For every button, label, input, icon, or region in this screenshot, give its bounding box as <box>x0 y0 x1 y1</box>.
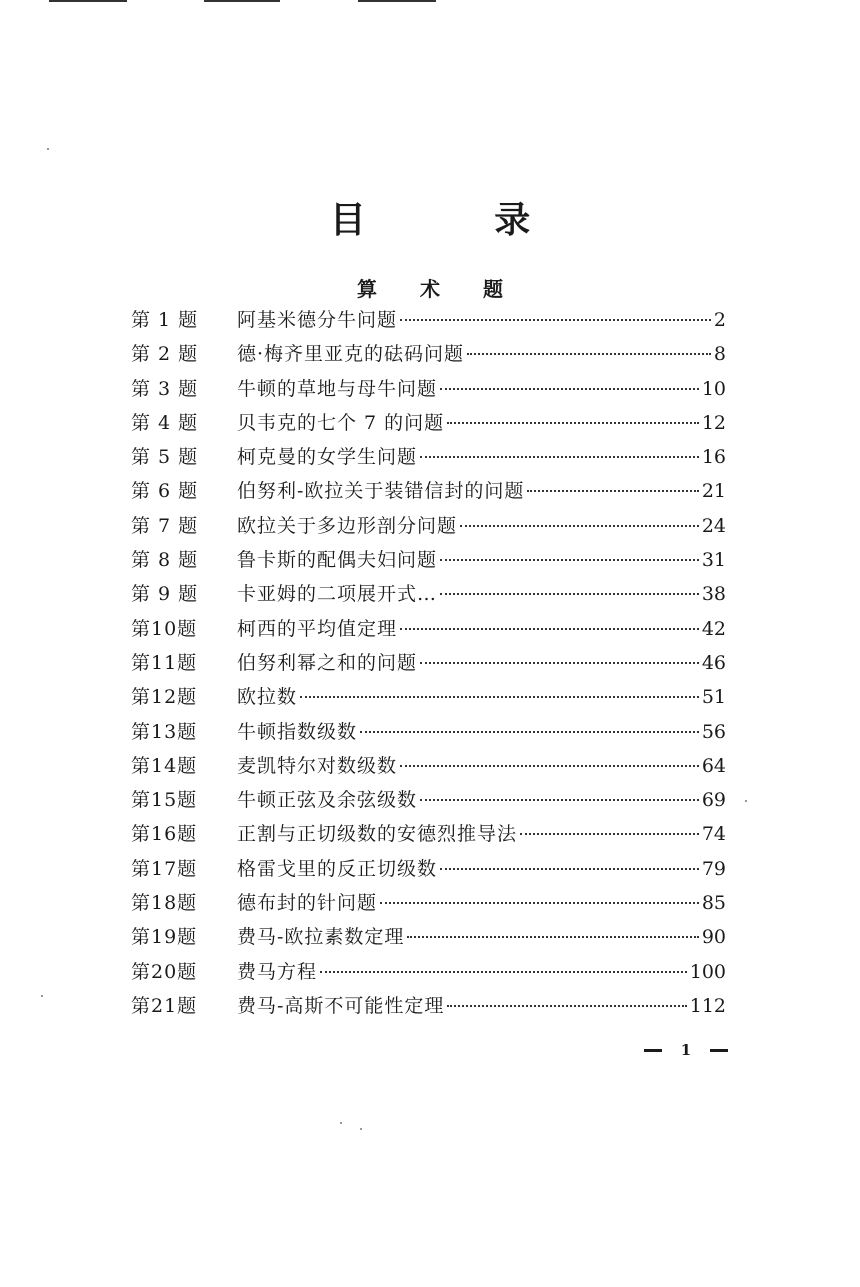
toc-entry-title: 牛顿指数级数 <box>237 720 358 743</box>
toc-entry[interactable] <box>131 474 726 508</box>
toc-entry-number: 第20题 <box>131 960 198 983</box>
toc-entry-number: 第21题 <box>131 994 198 1017</box>
toc-entry[interactable] <box>131 680 726 714</box>
toc-entry-title: 麦凯特尔对数级数 <box>237 754 398 777</box>
toc-entry-page: 90 <box>701 926 726 949</box>
toc-entry-page: 112 <box>689 994 726 1017</box>
toc-entry[interactable] <box>131 955 726 989</box>
toc-entry-number: 第 1 题 <box>131 309 199 331</box>
toc-entry-page: 79 <box>701 857 726 880</box>
toc-entry-page: 100 <box>689 960 726 983</box>
toc-entry-title: 费马-高斯不可能性定理 <box>237 994 445 1017</box>
toc-entry[interactable] <box>131 886 726 920</box>
table-of-contents <box>131 303 726 1023</box>
toc-entry[interactable] <box>131 303 726 337</box>
toc-dot-leader <box>527 490 698 492</box>
toc-entry[interactable] <box>131 543 726 577</box>
top-rule-1 <box>49 0 127 2</box>
toc-entry-title: 费马-欧拉素数定理 <box>237 926 405 949</box>
toc-dot-leader <box>400 319 711 321</box>
top-rule-3 <box>358 0 436 2</box>
toc-entry-page: 69 <box>701 789 726 812</box>
toc-dot-leader <box>440 559 699 561</box>
toc-entry[interactable] <box>131 989 726 1023</box>
toc-entry[interactable] <box>131 372 726 406</box>
toc-entry[interactable] <box>131 920 726 954</box>
toc-entry-page: 42 <box>701 617 726 640</box>
toc-entry-number: 第 6 题 <box>131 480 199 503</box>
toc-entry[interactable] <box>131 852 726 886</box>
toc-entry-page: 21 <box>701 480 726 503</box>
toc-dot-leader <box>420 662 699 664</box>
toc-entry-number: 第 8 题 <box>131 549 199 572</box>
toc-dot-leader <box>360 731 699 733</box>
toc-entry[interactable] <box>131 749 726 783</box>
scan-speck <box>47 148 49 150</box>
toc-entry-page: 85 <box>701 892 726 915</box>
toc-entry-title: 欧拉数 <box>237 686 298 709</box>
toc-dot-leader <box>440 593 699 595</box>
folio-dash-right <box>710 1049 728 1052</box>
toc-entry[interactable] <box>131 440 726 474</box>
toc-entry-number: 第 2 题 <box>131 343 199 366</box>
toc-entry-page: 31 <box>701 549 726 572</box>
toc-entry-title: 阿基米德分牛问题 <box>237 309 398 331</box>
toc-entry-number: 第14题 <box>131 754 198 777</box>
toc-dot-leader <box>400 765 699 767</box>
toc-entry-title: 贝韦克的七个 7 的问题 <box>237 411 445 434</box>
toc-entry-number: 第 5 题 <box>131 446 199 469</box>
toc-entry-page: 2 <box>713 309 726 331</box>
toc-entry[interactable] <box>131 817 726 851</box>
page-number <box>644 1040 728 1060</box>
toc-entry-page: 24 <box>701 514 726 537</box>
toc-entry-title: 正割与正切级数的安德烈推导法 <box>237 823 518 846</box>
toc-dot-leader <box>447 422 699 424</box>
toc-entry-page: 51 <box>701 686 726 709</box>
toc-entry-number: 第13题 <box>131 720 198 743</box>
toc-dot-leader <box>467 353 711 355</box>
toc-dot-leader <box>407 936 698 938</box>
scan-speck <box>360 1128 362 1130</box>
toc-dot-leader <box>400 628 699 630</box>
toc-entry[interactable] <box>131 509 726 543</box>
section-heading: 算 术 题 <box>357 276 521 301</box>
toc-entry-page: 74 <box>701 823 726 846</box>
toc-entry-title: 欧拉关于多边形剖分问题 <box>237 514 458 537</box>
toc-entry[interactable] <box>131 337 726 371</box>
toc-entry-page: 46 <box>701 651 726 674</box>
toc-entry-number: 第18题 <box>131 892 198 915</box>
top-rule-2 <box>204 0 280 2</box>
toc-entry-number: 第11题 <box>131 651 198 674</box>
toc-entry-title: 牛顿的草地与母牛问题 <box>237 377 438 400</box>
toc-dot-leader <box>440 388 699 390</box>
toc-entry-number: 第15题 <box>131 789 198 812</box>
toc-entry-title: 伯努利幂之和的问题 <box>237 651 418 674</box>
toc-dot-leader <box>300 696 699 698</box>
toc-entry-page: 38 <box>701 583 726 606</box>
toc-entry-title: 鲁卡斯的配偶夫妇问题 <box>237 549 438 572</box>
scan-speck <box>41 995 43 997</box>
toc-entry-title: 费马方程 <box>237 960 318 983</box>
toc-entry-title: 德·梅齐里亚克的砝码问题 <box>237 343 465 366</box>
toc-entry-number: 第19题 <box>131 926 198 949</box>
toc-entry[interactable] <box>131 715 726 749</box>
toc-entry-number: 第17题 <box>131 857 198 880</box>
toc-entry-page: 10 <box>701 377 726 400</box>
toc-entry[interactable] <box>131 646 726 680</box>
toc-entry-title: 格雷戈里的反正切级数 <box>237 857 438 880</box>
toc-entry-number: 第 7 题 <box>131 514 199 537</box>
toc-entry-title: 伯努利-欧拉关于装错信封的问题 <box>237 480 525 503</box>
toc-dot-leader <box>440 868 699 870</box>
toc-dot-leader <box>447 1005 686 1007</box>
toc-entry[interactable] <box>131 783 726 817</box>
toc-entry[interactable] <box>131 577 726 611</box>
scan-speck <box>340 1122 342 1124</box>
toc-entry-number: 第 4 题 <box>131 411 199 434</box>
toc-dot-leader <box>380 902 699 904</box>
toc-entry-title: 柯西的平均值定理 <box>237 617 398 640</box>
toc-entry[interactable] <box>131 406 726 440</box>
toc-entry-page: 56 <box>701 720 726 743</box>
toc-entry-title: 柯克曼的女学生问题 <box>237 446 418 469</box>
toc-entry-page: 16 <box>701 446 726 469</box>
toc-entry-number: 第 9 题 <box>131 583 199 606</box>
toc-entry-page: 8 <box>713 343 726 366</box>
page-title: 目 录 <box>329 199 589 242</box>
toc-entry-page: 12 <box>701 411 726 434</box>
toc-entry-page: 64 <box>701 754 726 777</box>
toc-entry[interactable] <box>131 612 726 646</box>
toc-entry-number: 第16题 <box>131 823 198 846</box>
toc-entry-title: 卡亚姆的二项展开式… <box>237 583 438 606</box>
toc-dot-leader <box>420 456 699 458</box>
toc-dot-leader <box>520 833 699 835</box>
toc-entry-number: 第 3 题 <box>131 377 199 400</box>
toc-dot-leader <box>420 799 699 801</box>
page-number-value: 1 <box>680 1041 692 1059</box>
toc-entry-title: 德布封的针问题 <box>237 892 378 915</box>
toc-dot-leader <box>460 525 699 527</box>
toc-entry-number: 第10题 <box>131 617 198 640</box>
toc-entry-number: 第12题 <box>131 686 198 709</box>
folio-dash-left <box>644 1049 662 1052</box>
scan-speck <box>745 800 747 802</box>
toc-entry-title: 牛顿正弦及余弦级数 <box>237 789 418 812</box>
toc-dot-leader <box>320 971 687 973</box>
